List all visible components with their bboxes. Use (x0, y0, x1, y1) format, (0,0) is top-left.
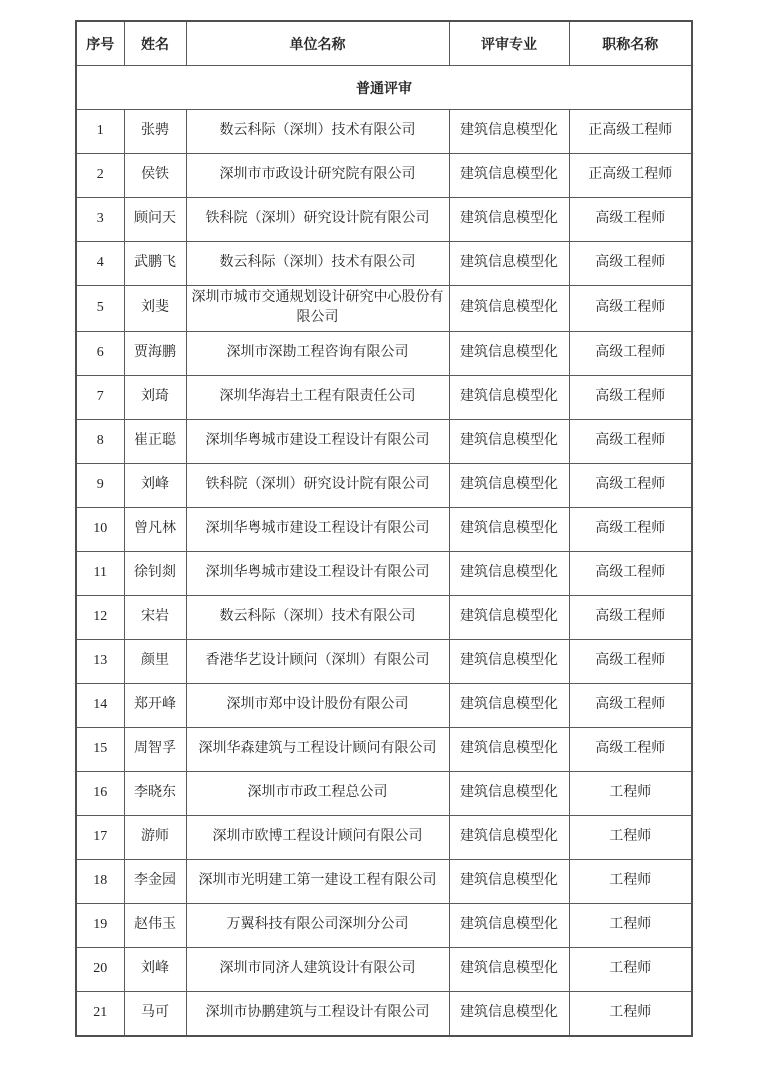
table-row (76, 375, 692, 419)
cell-specialty: 建筑信息模型化 (449, 419, 569, 463)
cell-no: 10 (76, 507, 124, 551)
cell-title: 高级工程师 (569, 727, 692, 771)
cell-name: 李晓东 (124, 771, 186, 815)
table-row (76, 507, 692, 551)
cell-name: 刘峰 (124, 463, 186, 507)
table-row (76, 815, 692, 859)
cell-specialty: 建筑信息模型化 (449, 463, 569, 507)
cell-name: 刘琦 (124, 375, 186, 419)
table-row (76, 639, 692, 683)
cell-title: 正高级工程师 (569, 154, 692, 198)
cell-no: 18 (76, 859, 124, 903)
table-row (76, 110, 692, 154)
cell-no: 16 (76, 771, 124, 815)
table-row (76, 903, 692, 947)
col-header-no: 序号 (76, 21, 124, 66)
table-row (76, 991, 692, 1036)
cell-specialty: 建筑信息模型化 (449, 551, 569, 595)
cell-title: 高级工程师 (569, 331, 692, 375)
cell-company: 深圳华海岩土工程有限责任公司 (186, 375, 449, 419)
cell-title: 高级工程师 (569, 595, 692, 639)
cell-title: 工程师 (569, 903, 692, 947)
table-row (76, 242, 692, 286)
table-row (76, 286, 692, 332)
cell-specialty: 建筑信息模型化 (449, 375, 569, 419)
cell-no: 12 (76, 595, 124, 639)
cell-specialty: 建筑信息模型化 (449, 110, 569, 154)
cell-no: 5 (76, 286, 124, 332)
cell-name: 徐钊剡 (124, 551, 186, 595)
cell-no: 3 (76, 198, 124, 242)
cell-title: 工程师 (569, 815, 692, 859)
cell-title: 高级工程师 (569, 242, 692, 286)
cell-specialty: 建筑信息模型化 (449, 154, 569, 198)
cell-title: 工程师 (569, 859, 692, 903)
cell-title: 高级工程师 (569, 507, 692, 551)
cell-company: 深圳市城市交通规划设计研究中心股份有限公司 (186, 286, 449, 332)
cell-title: 高级工程师 (569, 198, 692, 242)
cell-company: 深圳市郑中设计股份有限公司 (186, 683, 449, 727)
table-row (76, 463, 692, 507)
cell-specialty: 建筑信息模型化 (449, 595, 569, 639)
cell-company: 深圳华粤城市建设工程设计有限公司 (186, 507, 449, 551)
cell-specialty: 建筑信息模型化 (449, 507, 569, 551)
cell-name: 刘峰 (124, 947, 186, 991)
cell-specialty: 建筑信息模型化 (449, 286, 569, 332)
cell-company: 数云科际（深圳）技术有限公司 (186, 110, 449, 154)
table-row (76, 551, 692, 595)
review-roster-table (75, 20, 693, 1037)
table-row (76, 198, 692, 242)
cell-no: 6 (76, 331, 124, 375)
cell-title: 正高级工程师 (569, 110, 692, 154)
cell-name: 顾问天 (124, 198, 186, 242)
col-header-specialty: 评审专业 (449, 21, 569, 66)
cell-name: 马可 (124, 991, 186, 1036)
cell-title: 高级工程师 (569, 551, 692, 595)
cell-no: 8 (76, 419, 124, 463)
cell-no: 2 (76, 154, 124, 198)
section-row (76, 66, 692, 110)
header-row (76, 21, 692, 66)
cell-title: 工程师 (569, 991, 692, 1036)
table-row (76, 595, 692, 639)
cell-no: 17 (76, 815, 124, 859)
cell-name: 侯铁 (124, 154, 186, 198)
cell-title: 高级工程师 (569, 419, 692, 463)
cell-title: 高级工程师 (569, 639, 692, 683)
cell-company: 铁科院（深圳）研究设计院有限公司 (186, 463, 449, 507)
table-row (76, 727, 692, 771)
cell-company: 万翼科技有限公司深圳分公司 (186, 903, 449, 947)
cell-title: 高级工程师 (569, 375, 692, 419)
cell-specialty: 建筑信息模型化 (449, 242, 569, 286)
cell-company: 深圳华森建筑与工程设计顾问有限公司 (186, 727, 449, 771)
cell-name: 赵伟玉 (124, 903, 186, 947)
cell-title: 高级工程师 (569, 463, 692, 507)
cell-specialty: 建筑信息模型化 (449, 331, 569, 375)
table-row (76, 947, 692, 991)
cell-name: 武鹏飞 (124, 242, 186, 286)
cell-company: 数云科际（深圳）技术有限公司 (186, 242, 449, 286)
cell-name: 游师 (124, 815, 186, 859)
cell-title: 高级工程师 (569, 286, 692, 332)
cell-name: 刘斐 (124, 286, 186, 332)
cell-specialty: 建筑信息模型化 (449, 815, 569, 859)
cell-company: 铁科院（深圳）研究设计院有限公司 (186, 198, 449, 242)
table-row (76, 331, 692, 375)
cell-name: 颜里 (124, 639, 186, 683)
cell-no: 20 (76, 947, 124, 991)
cell-no: 14 (76, 683, 124, 727)
cell-company: 深圳市协鹏建筑与工程设计有限公司 (186, 991, 449, 1036)
cell-name: 周智孚 (124, 727, 186, 771)
cell-name: 崔正聪 (124, 419, 186, 463)
cell-specialty: 建筑信息模型化 (449, 991, 569, 1036)
cell-name: 郑开峰 (124, 683, 186, 727)
cell-no: 4 (76, 242, 124, 286)
cell-name: 曾凡林 (124, 507, 186, 551)
cell-specialty: 建筑信息模型化 (449, 947, 569, 991)
cell-title: 工程师 (569, 771, 692, 815)
cell-no: 9 (76, 463, 124, 507)
section-label: 普通评审 (76, 66, 692, 110)
cell-company: 深圳华粤城市建设工程设计有限公司 (186, 419, 449, 463)
col-header-company: 单位名称 (186, 21, 449, 66)
cell-no: 19 (76, 903, 124, 947)
table-row (76, 859, 692, 903)
cell-no: 11 (76, 551, 124, 595)
cell-title: 高级工程师 (569, 683, 692, 727)
cell-specialty: 建筑信息模型化 (449, 198, 569, 242)
cell-no: 7 (76, 375, 124, 419)
col-header-name: 姓名 (124, 21, 186, 66)
cell-specialty: 建筑信息模型化 (449, 903, 569, 947)
col-header-title: 职称名称 (569, 21, 692, 66)
table-row (76, 771, 692, 815)
cell-company: 数云科际（深圳）技术有限公司 (186, 595, 449, 639)
cell-specialty: 建筑信息模型化 (449, 639, 569, 683)
cell-specialty: 建筑信息模型化 (449, 771, 569, 815)
cell-no: 13 (76, 639, 124, 683)
cell-name: 李金园 (124, 859, 186, 903)
cell-company: 深圳市市政工程总公司 (186, 771, 449, 815)
cell-specialty: 建筑信息模型化 (449, 683, 569, 727)
cell-company: 深圳市光明建工第一建设工程有限公司 (186, 859, 449, 903)
cell-company: 香港华艺设计顾问（深圳）有限公司 (186, 639, 449, 683)
cell-name: 张骋 (124, 110, 186, 154)
cell-company: 深圳市深勘工程咨询有限公司 (186, 331, 449, 375)
cell-no: 21 (76, 991, 124, 1036)
cell-name: 贾海鹏 (124, 331, 186, 375)
cell-company: 深圳市欧博工程设计顾问有限公司 (186, 815, 449, 859)
cell-no: 1 (76, 110, 124, 154)
table-row (76, 419, 692, 463)
cell-company: 深圳华粤城市建设工程设计有限公司 (186, 551, 449, 595)
cell-company: 深圳市同济人建筑设计有限公司 (186, 947, 449, 991)
cell-name: 宋岩 (124, 595, 186, 639)
cell-no: 15 (76, 727, 124, 771)
cell-title: 工程师 (569, 947, 692, 991)
table-row (76, 154, 692, 198)
table-row (76, 683, 692, 727)
cell-specialty: 建筑信息模型化 (449, 859, 569, 903)
cell-company: 深圳市市政设计研究院有限公司 (186, 154, 449, 198)
cell-specialty: 建筑信息模型化 (449, 727, 569, 771)
